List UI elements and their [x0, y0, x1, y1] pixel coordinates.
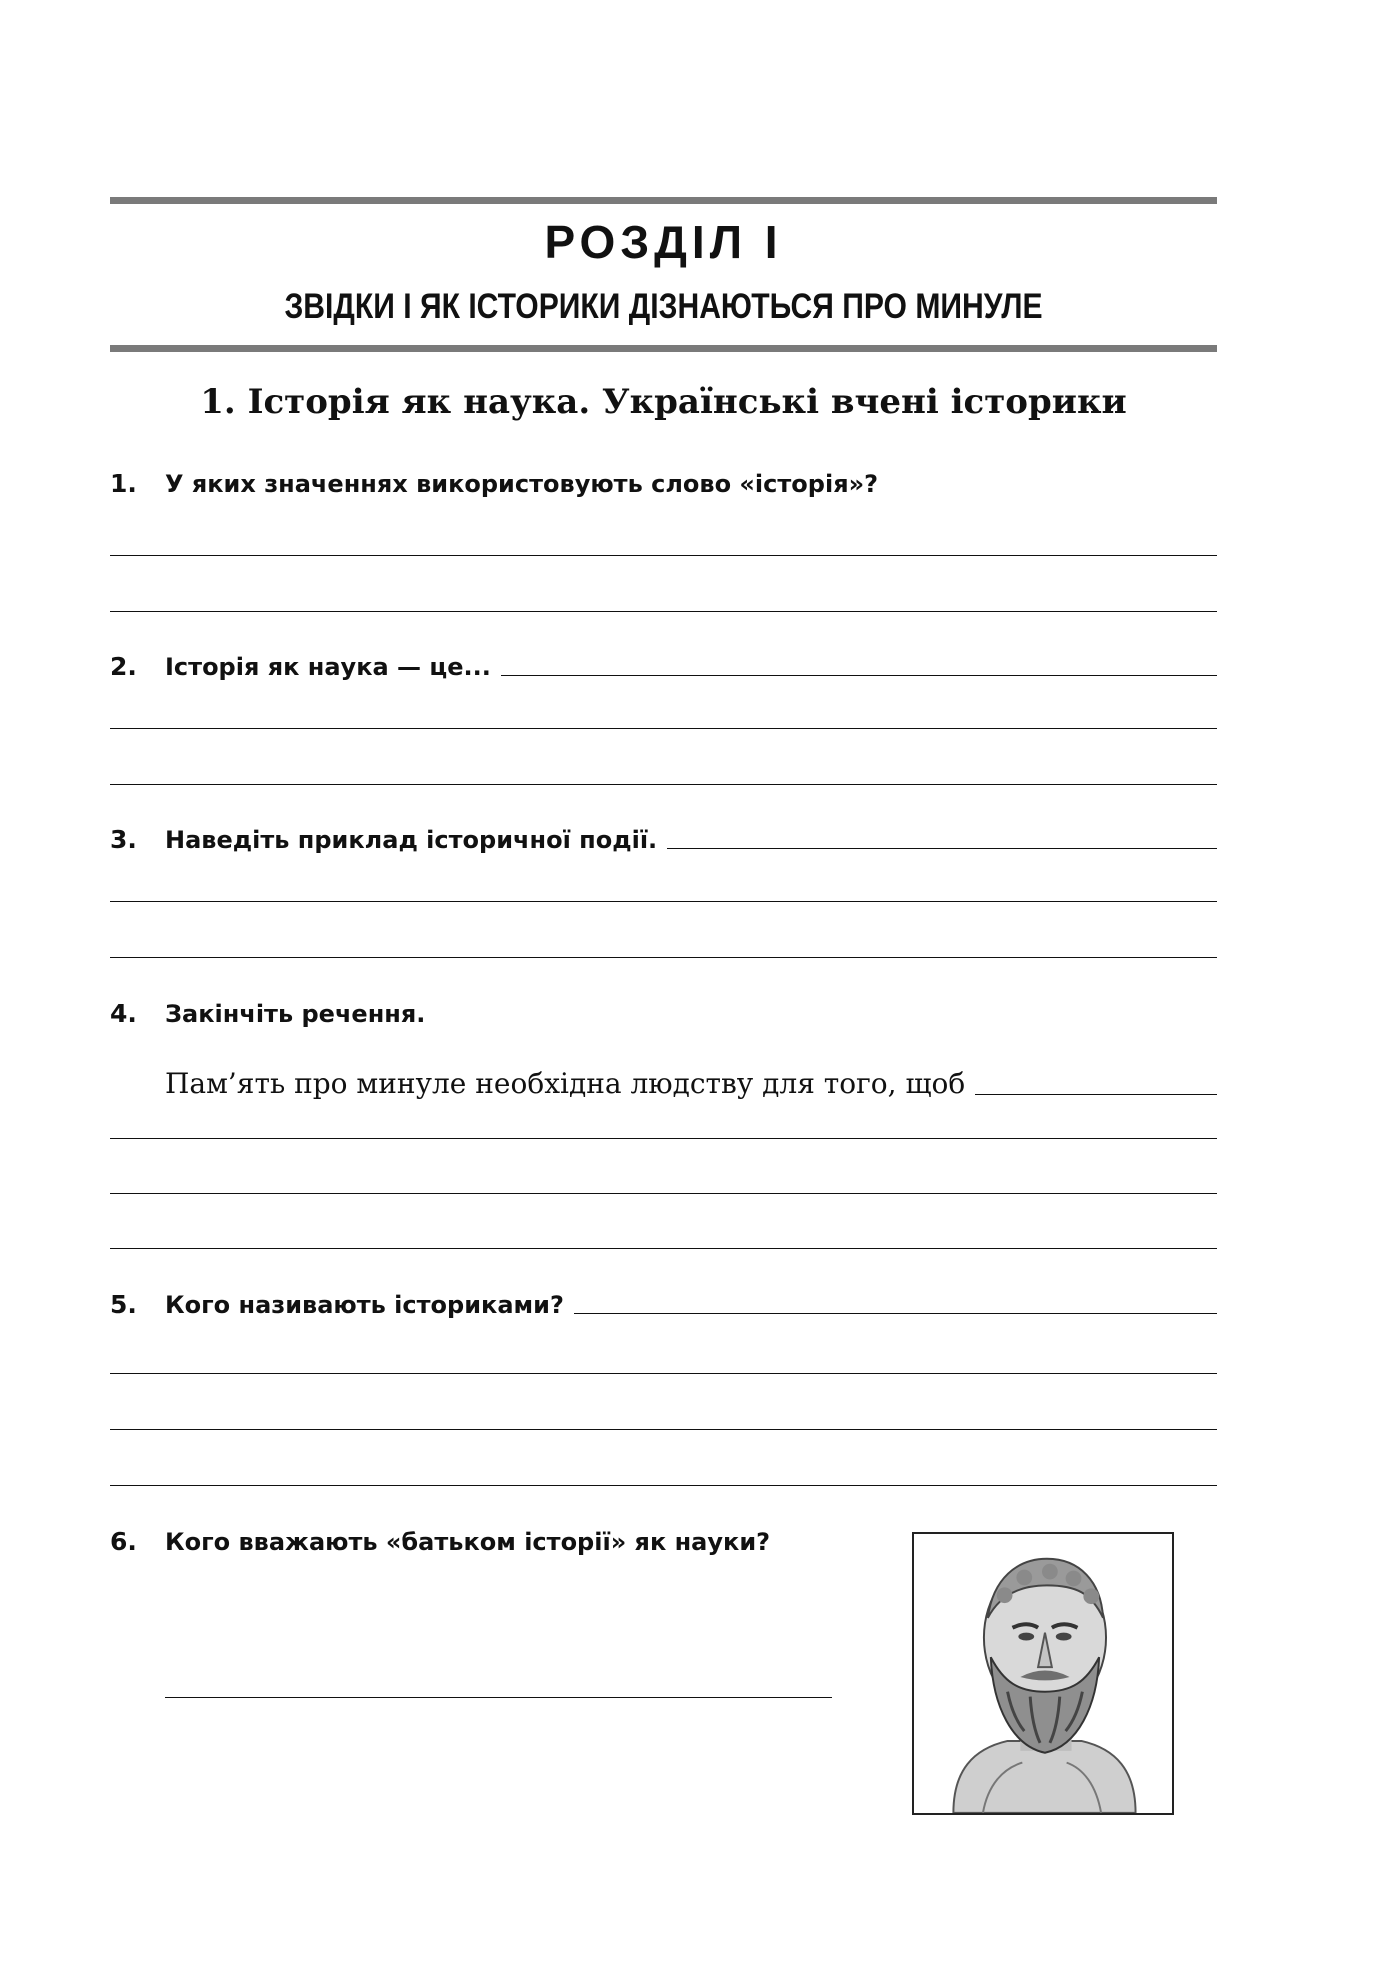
answer-line[interactable] — [110, 1193, 1217, 1194]
question-3 — [110, 818, 1217, 854]
answer-line[interactable] — [165, 1697, 832, 1698]
question-number: 3. — [110, 825, 137, 854]
question-number: 5. — [110, 1290, 137, 1319]
answer-line[interactable] — [110, 1485, 1217, 1486]
answer-line[interactable] — [110, 901, 1217, 902]
answer-line[interactable] — [110, 957, 1217, 958]
chapter-subtitle: ЗВІДКИ І ЯК ІСТОРИКИ ДІЗНАЮТЬСЯ ПРО МИНУЛЕ — [284, 287, 1043, 326]
bust-portrait-icon — [914, 1534, 1172, 1813]
answer-inline-line[interactable] — [667, 847, 1217, 849]
question-text: Історія як наука — це... — [165, 653, 491, 681]
answer-line[interactable] — [110, 784, 1217, 785]
answer-inline-line[interactable] — [574, 1312, 1217, 1314]
answer-line[interactable] — [110, 1138, 1217, 1139]
question-text: Наведіть приклад історичної події. — [165, 826, 658, 854]
answer-inline-line[interactable] — [975, 1093, 1217, 1095]
question-text: Кого вважають «батьком історії» як науки? — [165, 1528, 771, 1556]
answer-line[interactable] — [110, 555, 1217, 556]
bottom-rule — [110, 345, 1217, 352]
question-text: Кого називають істориками? — [165, 1291, 564, 1319]
question-6 — [110, 1520, 890, 1556]
answer-line[interactable] — [110, 611, 1217, 612]
answer-line[interactable] — [110, 1373, 1217, 1374]
question-5 — [110, 1283, 1217, 1319]
question-number: 6. — [110, 1527, 137, 1556]
question-2 — [110, 645, 1217, 681]
portrait-frame — [912, 1532, 1174, 1815]
question-number: 1. — [110, 469, 137, 498]
chapter-title: РОЗДІЛ І — [544, 216, 783, 268]
question-4 — [110, 992, 1217, 1028]
question-text: У яких значеннях використовують слово «історія»? — [165, 470, 879, 498]
answer-line[interactable] — [110, 1429, 1217, 1430]
answer-line[interactable] — [110, 1248, 1217, 1249]
question-1 — [110, 462, 1217, 498]
question-number: 2. — [110, 652, 137, 681]
answer-inline-line[interactable] — [501, 674, 1217, 676]
question-number: 4. — [110, 999, 137, 1028]
sentence-text: Пам’ять про минуле необхідна людству для того, щоб — [165, 1067, 966, 1100]
section-title: 1. Історія як наука. Українські вчені історики — [200, 382, 1127, 422]
question-text: Закінчіть речення. — [165, 1000, 426, 1028]
top-rule — [110, 197, 1217, 204]
answer-line[interactable] — [110, 728, 1217, 729]
sentence-to-complete — [165, 1058, 1217, 1100]
